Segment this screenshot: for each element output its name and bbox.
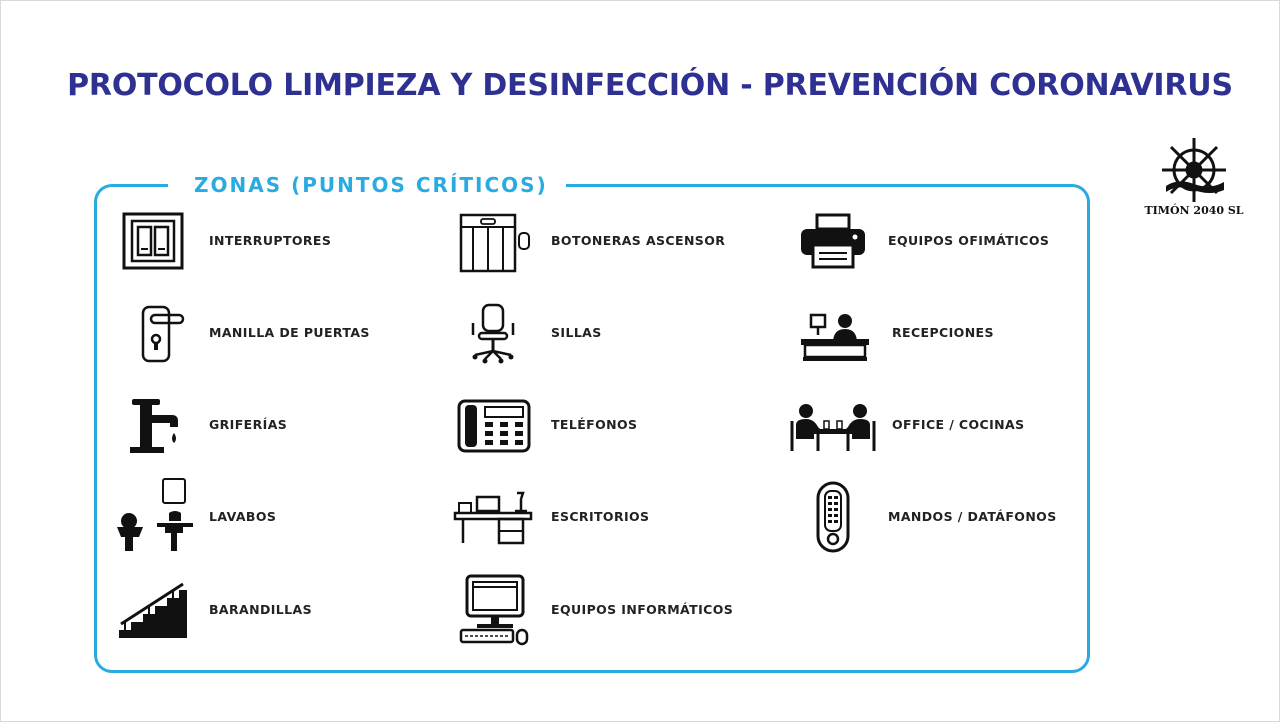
light-switch-icon [108,206,198,276]
logo-text: TIMÓN 2040 SL [1144,204,1244,217]
zone-label: BOTONERAS ASCENSOR [551,233,726,248]
zone-item-escritorios [448,482,768,552]
zone-label: EQUIPOS OFIMÁTICOS [888,233,1050,248]
computer-icon [448,575,538,645]
page-title: PROTOCOLO LIMPIEZA Y DESINFECCIÓN - PREVENCIÓN CORONAVIRUS [67,68,1233,103]
restroom-icon [108,482,198,552]
faucet-icon [108,390,198,460]
zone-label: RECEPCIONES [892,325,994,340]
zone-label: MANDOS / DATÁFONOS [888,509,1057,524]
zone-item-telefonos [448,390,768,460]
zone-label: LAVABOS [209,509,277,524]
zone-item-barandillas [108,575,428,645]
zone-item-mandos-datafonos [788,482,1088,552]
zone-item-interruptores [108,206,428,276]
zone-label: MANILLA DE PUERTAS [209,325,370,340]
zone-item-manilla-de-puertas [108,298,428,368]
zone-label: BARANDILLAS [209,602,312,617]
printer-icon [788,206,878,276]
zone-item-sillas [448,298,768,368]
desk-icon [448,482,538,552]
zone-label: TELÉFONOS [551,417,638,432]
zone-label: EQUIPOS INFORMÁTICOS [551,602,734,617]
zone-label: OFFICE / COCINAS [892,417,1025,432]
zone-item-lavabos [108,482,428,552]
reception-desk-icon [788,298,878,368]
panel-heading: ZONAS (PUNTOS CRÍTICOS) [168,171,566,199]
zone-item-equipos-ofimaticos [788,206,1088,276]
zone-label: ESCRITORIOS [551,509,650,524]
remote-control-icon [788,482,878,552]
zone-label: SILLAS [551,325,602,340]
zone-item-office-cocinas [788,390,1088,460]
dining-table-icon [788,390,878,460]
zone-item-botoneras-ascensor [448,206,768,276]
zone-label: INTERRUPTORES [209,233,332,248]
stair-railing-icon [108,575,198,645]
office-chair-icon [448,298,538,368]
elevator-icon [448,206,538,276]
zone-item-recepciones [788,298,1088,368]
desk-phone-icon [448,390,538,460]
zone-item-equipos-informaticos [448,575,768,645]
ship-wheel-icon [1154,134,1234,204]
zone-label: GRIFERÍAS [209,417,288,432]
company-logo [1140,134,1250,220]
zone-item-griferias [108,390,428,460]
door-handle-icon [108,298,198,368]
